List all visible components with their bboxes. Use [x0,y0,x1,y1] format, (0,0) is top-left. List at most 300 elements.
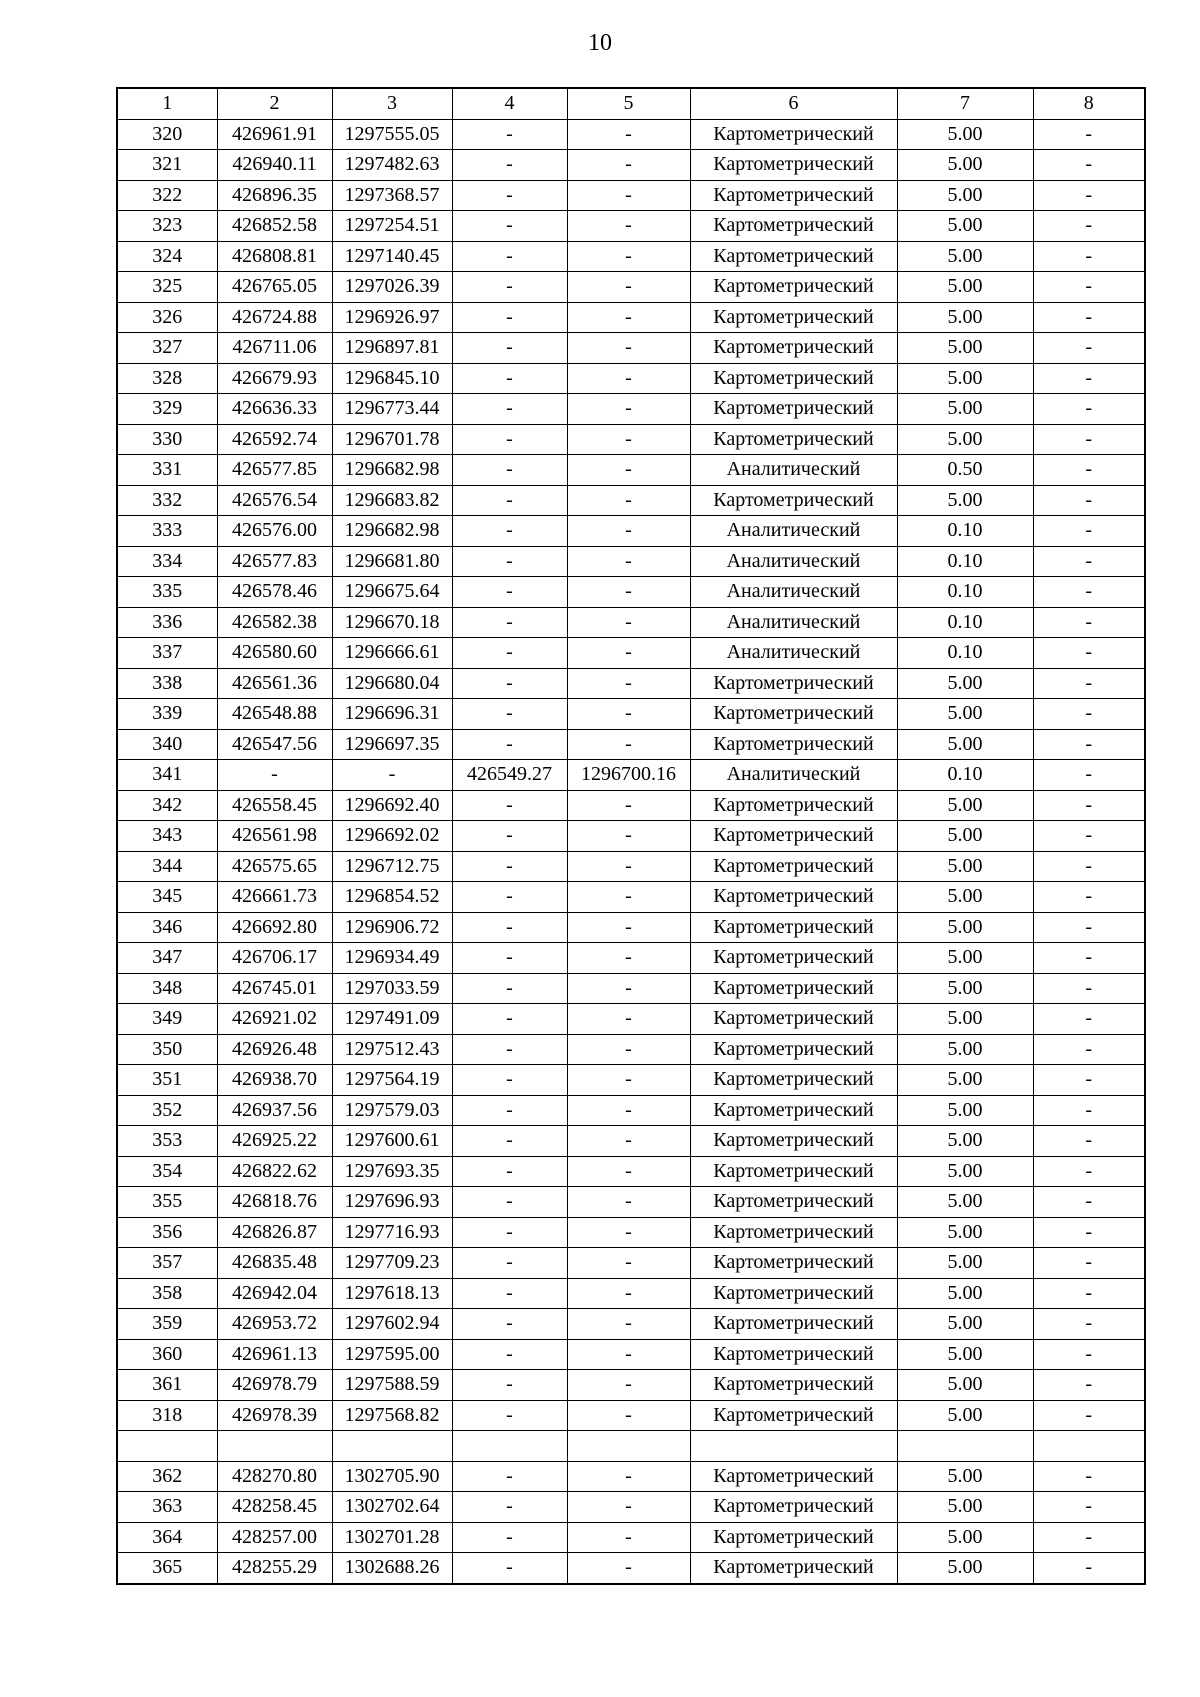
table-cell: - [567,577,690,608]
table-cell: 5.00 [897,1461,1033,1492]
table-cell: - [567,1217,690,1248]
table-row [117,699,1145,730]
table-cell: 334 [117,546,217,577]
table-cell: 5.00 [897,333,1033,364]
table-row [117,821,1145,852]
table-cell: 1297693.35 [332,1156,452,1187]
table-cell: 426978.79 [217,1370,332,1401]
column-header: 2 [217,88,332,119]
table-cell: - [1033,1492,1145,1523]
table-cell: 357 [117,1248,217,1279]
table-cell: Картометрический [690,1309,897,1340]
table-cell: Картометрический [690,1522,897,1553]
table-cell: 0.10 [897,577,1033,608]
table-cell: - [567,882,690,913]
table-cell: 426561.98 [217,821,332,852]
table-cell: - [452,1248,567,1279]
table-cell: - [452,1156,567,1187]
table-cell: - [452,1065,567,1096]
table-cell: 1297564.19 [332,1065,452,1096]
table-cell: - [452,1492,567,1523]
table-cell: Картометрический [690,668,897,699]
table-cell: - [567,1339,690,1370]
coordinates-table [116,87,1146,1585]
table-row [117,455,1145,486]
table-cell: 320 [117,119,217,150]
table-cell: 5.00 [897,699,1033,730]
table-cell: - [1033,607,1145,638]
table-cell: 351 [117,1065,217,1096]
table-cell: 426953.72 [217,1309,332,1340]
table-cell: Картометрический [690,333,897,364]
table-cell: - [1033,1034,1145,1065]
table-cell: - [567,851,690,882]
table-cell: Аналитический [690,760,897,791]
table-cell: 346 [117,912,217,943]
table-row [117,973,1145,1004]
table-cell: 1296934.49 [332,943,452,974]
table-cell: - [1033,821,1145,852]
table-cell: - [1033,1339,1145,1370]
table-cell: Картометрический [690,973,897,1004]
table-cell: - [567,546,690,577]
table-row [117,729,1145,760]
table-cell: Картометрический [690,1400,897,1431]
table-cell: - [1033,302,1145,333]
table-cell: 426961.91 [217,119,332,150]
table-cell: 1296682.98 [332,455,452,486]
table-cell: 426636.33 [217,394,332,425]
table-cell: 1302701.28 [332,1522,452,1553]
table-cell: - [1033,455,1145,486]
table-cell: - [452,516,567,547]
table-cell: 1297602.94 [332,1309,452,1340]
table-cell: Картометрический [690,1095,897,1126]
table-cell: 426582.38 [217,607,332,638]
table-cell: - [452,424,567,455]
table-cell: 337 [117,638,217,669]
table-cell: - [567,1156,690,1187]
table-cell: - [1033,211,1145,242]
table-cell: 426679.93 [217,363,332,394]
table-cell: 426549.27 [452,760,567,791]
table-cell: 343 [117,821,217,852]
table-cell: 426592.74 [217,424,332,455]
table-cell: 5.00 [897,882,1033,913]
table-cell: - [452,668,567,699]
table-cell: - [452,272,567,303]
table-cell: - [1033,1065,1145,1096]
table-cell: 1297568.82 [332,1400,452,1431]
table-cell: 0.10 [897,638,1033,669]
table-cell: - [1033,516,1145,547]
table-cell: Картометрический [690,180,897,211]
table-cell: 5.00 [897,1278,1033,1309]
table-cell: 5.00 [897,485,1033,516]
table-cell: 336 [117,607,217,638]
table-cell: - [567,607,690,638]
table-cell: 350 [117,1034,217,1065]
table-cell: 426826.87 [217,1217,332,1248]
table-cell: Картометрический [690,912,897,943]
table-cell: 348 [117,973,217,1004]
table-cell: 331 [117,455,217,486]
table-cell: 426765.05 [217,272,332,303]
table-cell: - [452,699,567,730]
table-row [117,1339,1145,1370]
table-cell: 360 [117,1339,217,1370]
table-cell: - [567,1004,690,1035]
table-cell: 5.00 [897,668,1033,699]
table-cell: - [452,973,567,1004]
table-cell: - [452,912,567,943]
table-cell [897,1431,1033,1462]
table-body [117,119,1145,1584]
table-row [117,485,1145,516]
table-cell: - [567,1522,690,1553]
table-cell: 426580.60 [217,638,332,669]
table-cell: - [1033,851,1145,882]
header-row [117,88,1145,119]
table-cell: 426692.80 [217,912,332,943]
table-cell: 362 [117,1461,217,1492]
table-cell: 333 [117,516,217,547]
table-cell: 358 [117,1278,217,1309]
table-cell: - [1033,1370,1145,1401]
table-cell: 332 [117,485,217,516]
table-cell: 426937.56 [217,1095,332,1126]
table-cell: - [567,1065,690,1096]
table-row [117,1522,1145,1553]
table-row [117,1065,1145,1096]
table-cell: Аналитический [690,546,897,577]
table-cell: 5.00 [897,790,1033,821]
table-cell: - [452,180,567,211]
table-cell: 5.00 [897,1309,1033,1340]
table-cell: 426576.00 [217,516,332,547]
table-row [117,1278,1145,1309]
table-cell: 344 [117,851,217,882]
table-row [117,1217,1145,1248]
table-cell: 426661.73 [217,882,332,913]
table-cell: Картометрический [690,211,897,242]
table-cell: Картометрический [690,1004,897,1035]
table-cell: 326 [117,302,217,333]
table-cell: - [452,1553,567,1584]
table-row [117,912,1145,943]
table-cell: 1296897.81 [332,333,452,364]
table-cell [117,1431,217,1462]
table-cell: 5.00 [897,943,1033,974]
table-row [117,1400,1145,1431]
table-cell: 363 [117,1492,217,1523]
table-cell: - [1033,882,1145,913]
table-cell: 5.00 [897,424,1033,455]
table-cell: - [452,1217,567,1248]
table-cell: Аналитический [690,516,897,547]
table-cell: 318 [117,1400,217,1431]
table-row [117,302,1145,333]
table-cell: 1296845.10 [332,363,452,394]
table-row [117,851,1145,882]
table-row [117,150,1145,181]
table-cell: Картометрический [690,485,897,516]
table-cell: 1296675.64 [332,577,452,608]
table-cell: 0.10 [897,516,1033,547]
table-cell: - [567,485,690,516]
table-cell: 338 [117,668,217,699]
table-cell: Картометрический [690,302,897,333]
table-cell: 426577.83 [217,546,332,577]
table-cell: Картометрический [690,424,897,455]
column-header: 3 [332,88,452,119]
table-cell: - [452,455,567,486]
table-row [117,1492,1145,1523]
table-cell: 426547.56 [217,729,332,760]
table-cell: 1297512.43 [332,1034,452,1065]
table-row [117,1126,1145,1157]
table-cell: 321 [117,150,217,181]
table-cell: - [452,1095,567,1126]
table-cell: - [452,882,567,913]
table-cell: - [1033,1126,1145,1157]
table-cell: 5.00 [897,1034,1033,1065]
table-cell: - [567,1248,690,1279]
table-cell: 328 [117,363,217,394]
table-row [117,211,1145,242]
table-cell: - [452,607,567,638]
table-cell: - [452,485,567,516]
table-cell: 1296670.18 [332,607,452,638]
table-cell: 5.00 [897,394,1033,425]
table-cell: Картометрический [690,394,897,425]
table-row [117,333,1145,364]
table-cell: 1297368.57 [332,180,452,211]
table-cell: - [452,546,567,577]
table-cell: 426706.17 [217,943,332,974]
table-cell: Картометрический [690,363,897,394]
table-cell: Картометрический [690,1492,897,1523]
table-cell: 428257.00 [217,1522,332,1553]
table-cell: - [567,821,690,852]
table-cell: Картометрический [690,699,897,730]
table-cell: 356 [117,1217,217,1248]
table-row [117,363,1145,394]
table-cell: - [567,1278,690,1309]
table-cell: 426978.39 [217,1400,332,1431]
table-cell: - [567,790,690,821]
table-cell: 5.00 [897,851,1033,882]
table-cell: 0.50 [897,455,1033,486]
table-cell: 1296854.52 [332,882,452,913]
table-cell: 428270.80 [217,1461,332,1492]
table-cell: 352 [117,1095,217,1126]
table-cell: - [567,150,690,181]
table-cell: - [452,241,567,272]
table-cell: - [452,729,567,760]
table-cell: - [1033,1400,1145,1431]
table-cell: 5.00 [897,912,1033,943]
table-cell: - [452,333,567,364]
table-cell: 426548.88 [217,699,332,730]
table-cell: 1302702.64 [332,1492,452,1523]
table-cell: - [567,1400,690,1431]
table-row [117,668,1145,699]
table-cell: 1302688.26 [332,1553,452,1584]
table-cell: - [1033,180,1145,211]
table-cell [1033,1431,1145,1462]
table-row [117,1004,1145,1035]
table-cell: - [567,119,690,150]
table-cell: 353 [117,1126,217,1157]
table-cell: Картометрический [690,1217,897,1248]
table-cell: Аналитический [690,638,897,669]
table-cell: 359 [117,1309,217,1340]
table-row [117,119,1145,150]
table-cell [332,1431,452,1462]
table-cell: 5.00 [897,1522,1033,1553]
table-cell: 1296697.35 [332,729,452,760]
column-header: 8 [1033,88,1145,119]
table-cell: - [1033,790,1145,821]
table-cell: - [567,394,690,425]
table-cell: Картометрический [690,1370,897,1401]
table-row [117,1156,1145,1187]
table-cell: - [452,1400,567,1431]
table-cell: 0.10 [897,760,1033,791]
column-header: 6 [690,88,897,119]
table-cell: - [567,1492,690,1523]
table-cell: 426822.62 [217,1156,332,1187]
table-cell: - [452,638,567,669]
table-cell: 426808.81 [217,241,332,272]
table-cell: - [567,943,690,974]
table-cell: - [1033,119,1145,150]
table-cell: - [452,851,567,882]
table-cell: 325 [117,272,217,303]
table-cell: - [1033,729,1145,760]
column-header: 7 [897,88,1033,119]
table-cell: Картометрический [690,1553,897,1584]
table-cell: Картометрический [690,1278,897,1309]
table-cell: - [452,790,567,821]
table-row [117,760,1145,791]
table-cell: 339 [117,699,217,730]
table-cell: 426835.48 [217,1248,332,1279]
table-cell: 426942.04 [217,1278,332,1309]
table-row [117,546,1145,577]
table-cell: 1297579.03 [332,1095,452,1126]
table-cell: 1296682.98 [332,516,452,547]
table-cell: - [567,180,690,211]
table-cell: 365 [117,1553,217,1584]
table-cell: 5.00 [897,973,1033,1004]
table-row [117,1095,1145,1126]
table-cell: - [567,1034,690,1065]
table-cell: 335 [117,577,217,608]
table-cell: 426938.70 [217,1065,332,1096]
table-cell: - [452,1461,567,1492]
table-cell: 5.00 [897,241,1033,272]
table-cell: - [1033,577,1145,608]
table-row [117,180,1145,211]
table-cell: 426578.46 [217,577,332,608]
table-cell: 426576.54 [217,485,332,516]
table-cell: 5.00 [897,1553,1033,1584]
table-cell: - [1033,1248,1145,1279]
table-cell: 1296692.40 [332,790,452,821]
table-row [117,241,1145,272]
table-cell: - [567,1553,690,1584]
table-cell: - [452,211,567,242]
table-cell: - [567,1370,690,1401]
table-cell: 0.10 [897,607,1033,638]
table-cell: Картометрический [690,882,897,913]
table-cell: - [1033,150,1145,181]
table-cell: - [452,150,567,181]
column-header: 5 [567,88,690,119]
table-cell: 1297709.23 [332,1248,452,1279]
table-cell: 1297600.61 [332,1126,452,1157]
table-cell: - [452,1187,567,1218]
table-cell: 327 [117,333,217,364]
table-cell: - [567,302,690,333]
table-cell: 426896.35 [217,180,332,211]
table-row [117,607,1145,638]
table-cell: 361 [117,1370,217,1401]
table-row [117,577,1145,608]
table-cell: 5.00 [897,1339,1033,1370]
table-cell: 1296696.31 [332,699,452,730]
table-cell: - [452,1309,567,1340]
table-cell: - [452,943,567,974]
table-cell: 330 [117,424,217,455]
table-cell: 428255.29 [217,1553,332,1584]
table-cell [452,1431,567,1462]
table-cell: Картометрический [690,821,897,852]
table-cell: - [1033,973,1145,1004]
table-cell: - [567,455,690,486]
table-cell: 1296712.75 [332,851,452,882]
table-cell: 5.00 [897,1248,1033,1279]
table-cell: 329 [117,394,217,425]
table-cell: - [1033,485,1145,516]
table-cell: - [452,394,567,425]
table-row [117,1034,1145,1065]
table-cell: Аналитический [690,577,897,608]
table-cell: - [1033,363,1145,394]
table-cell: 426561.36 [217,668,332,699]
table-cell [567,1431,690,1462]
table-cell: 324 [117,241,217,272]
table-cell: - [452,1339,567,1370]
table-cell: - [567,272,690,303]
table-cell: - [1033,1217,1145,1248]
table-row [117,1248,1145,1279]
table-cell: - [567,729,690,760]
table-cell: 5.00 [897,1065,1033,1096]
table-cell: 323 [117,211,217,242]
table-cell: - [567,241,690,272]
table-cell: - [567,333,690,364]
table-cell: 5.00 [897,1492,1033,1523]
table-row [117,1431,1145,1462]
table-cell: - [567,1187,690,1218]
table-cell: - [567,1126,690,1157]
table-cell: - [567,973,690,1004]
column-header: 1 [117,88,217,119]
table-cell: - [1033,760,1145,791]
